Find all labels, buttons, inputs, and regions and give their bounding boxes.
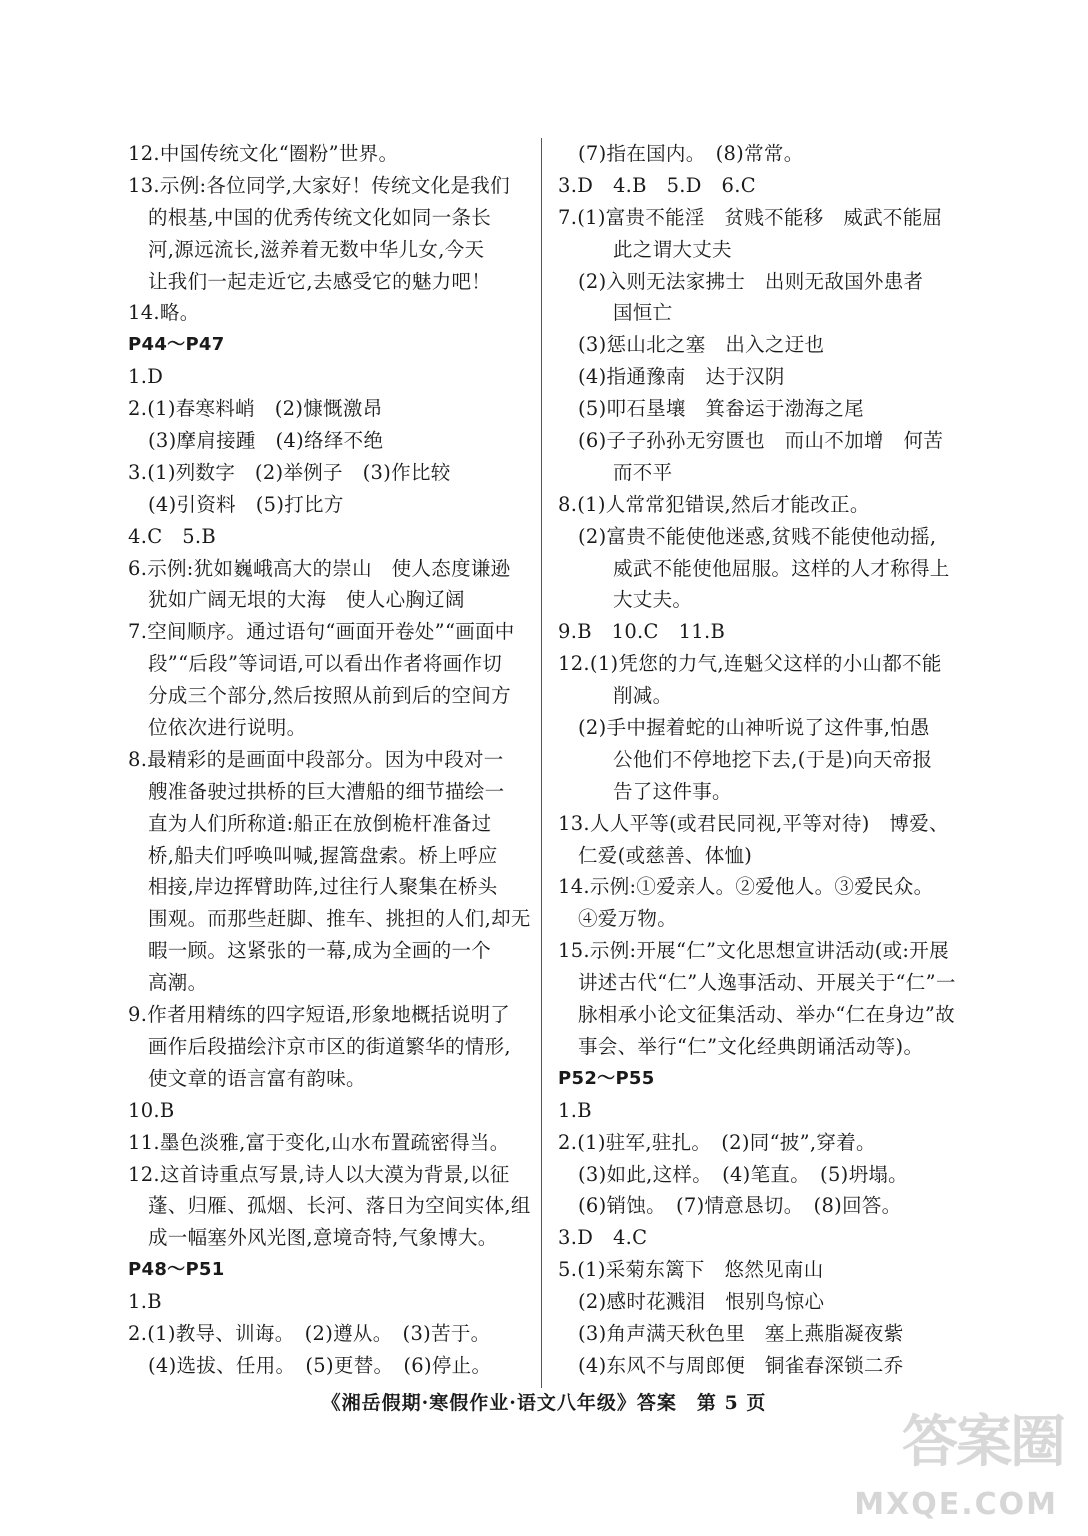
answer-line: 3.D 4.C (558, 1226, 648, 1250)
answer-line: 7.(1)富贵不能淫 贫贱不能移 威武不能屈 (558, 205, 943, 229)
answer-line: 相接,岸边挥臂助阵,过往行人聚集在桥头 (148, 875, 498, 899)
section-heading: P48～P51 (128, 1259, 225, 1281)
answer-line: 位依次进行说明。 (148, 716, 307, 740)
answer-line: 分成三个部分,然后按照从前到后的空间方 (148, 684, 511, 708)
answer-line: 围观。而那些赶脚、推车、挑担的人们,却无 (148, 907, 531, 931)
section-heading: P52～P55 (558, 1067, 655, 1089)
answer-line: 10.B (128, 1098, 175, 1122)
answer-line: 1.B (128, 1290, 162, 1314)
answer-line: ④爱万物。 (578, 907, 678, 931)
answer-line: 3.D 4.B 5.D 6.C (558, 173, 756, 197)
watermark-url: MXQE.COM (854, 1487, 1058, 1522)
answer-line: 犹如广阔无垠的大海 使人心胸辽阔 (148, 588, 465, 612)
answer-line: 暇一顾。这紧张的一幕,成为全画的一个 (148, 939, 492, 963)
answer-line: 5.(1)采菊东篱下 悠然见南山 (558, 1258, 824, 1282)
answer-line: 段”“后段”等词语,可以看出作者将画作切 (148, 652, 503, 676)
watermark (854, 1406, 1064, 1526)
answer-line: (4)东风不与周郎便 铜雀春深锁二乔 (578, 1353, 904, 1377)
answer-line: (6)子子孙孙无穷匮也 而山不加增 何苦 (578, 429, 944, 453)
answer-line: 8.(1)人常常犯错误,然后才能改正。 (558, 492, 870, 516)
answer-line: 蓬、归雁、孤烟、长河、落日为空间实体,组 (148, 1194, 531, 1218)
answer-line: (3)角声满天秋色里 塞上燕脂凝夜紫 (578, 1321, 904, 1345)
answer-line: 公他们不停地挖下去,(于是)向天帝报 (613, 747, 933, 771)
answer-line: (7)指在国内。 (8)常常。 (578, 142, 804, 165)
answer-line: 2.(1)教导、训诲。 (2)遵从。 (3)苦于。 (128, 1321, 491, 1345)
answer-line: 12.中国传统文化“圈粉”世界。 (128, 142, 399, 165)
answer-line: 仁爱(或慈善、体恤) (578, 843, 753, 867)
answer-line: 8.最精彩的是画面中段部分。因为中段对一 (128, 747, 504, 771)
answer-line: 12.这首诗重点写景,诗人以大漠为背景,以征 (128, 1162, 510, 1186)
answer-line: 河,源远流长,滋养着无数中华儿女,今天 (148, 237, 485, 261)
answer-line: (4)指通豫南 达于汉阴 (578, 365, 785, 389)
answer-line: (6)销蚀。 (7)情意恳切。 (8)回答。 (578, 1194, 902, 1218)
answer-line: 艘准备驶过拱桥的巨大漕船的细节描绘一 (148, 779, 505, 803)
answer-line: 脉相承小论文征集活动、举办“仁在身边”故 (578, 1003, 955, 1027)
answer-line: 桥,船夫们呼唤叫喊,握篙盘索。桥上呼应 (148, 843, 498, 867)
answer-line: 使文章的语言富有韵味。 (148, 1066, 366, 1090)
answer-line: 11.墨色淡雅,富于变化,山水布置疏密得当。 (128, 1130, 510, 1154)
answer-line: (4)选拔、任用。 (5)更替。 (6)停止。 (148, 1353, 492, 1377)
answer-line: 此之谓大丈夫 (613, 237, 732, 261)
answer-line: 画作后段描绘汴京市区的街道繁华的情形, (148, 1034, 511, 1058)
answer-line: (2)感时花溅泪 恨别鸟惊心 (578, 1290, 825, 1314)
answer-line: 国恒亡 (613, 301, 673, 325)
answer-line: 9.作者用精练的四字短语,形象地概括说明了 (128, 1003, 511, 1027)
answer-line: 威武不能使他屈服。这样的人才称得上 (613, 556, 950, 580)
left-answer-column (128, 138, 531, 1382)
page-footer: 《湘岳假期·寒假作业·语文八年级》答案 第 5 页 (321, 1392, 767, 1414)
section-heading: P44～P47 (128, 334, 225, 356)
answer-line: (2)入则无法家拂士 出则无敌国外患者 (578, 269, 924, 293)
answer-line: 14.略。 (128, 301, 200, 325)
answer-line: 13.人人平等(或君民同视,平等对待) 博爱、 (558, 811, 949, 835)
answer-line: 而不平 (613, 460, 673, 484)
right-answer-column (558, 138, 968, 1382)
answer-line: 13.示例:各位同学,大家好！传统文化是我们 (128, 173, 510, 197)
answer-line: 成一幅塞外风光图,意境奇特,气象博大。 (148, 1226, 498, 1250)
answer-line: (4)引资料 (5)打比方 (148, 492, 344, 516)
column-divider (541, 138, 542, 1388)
answer-line: 4.C 5.B (128, 524, 217, 548)
answer-line: 14.示例:①爱亲人。②爱他人。③爱民众。 (558, 875, 934, 899)
answer-line: 高潮。 (148, 971, 208, 995)
answer-line: 15.示例:开展“仁”文化思想宣讲活动(或:开展 (558, 939, 949, 963)
answer-line: 1.D (128, 365, 164, 389)
watermark-logo: 答案圈 (902, 1410, 1064, 1475)
answer-line: (2)手中握着蛇的山神听说了这件事,怕愚 (578, 716, 930, 740)
answer-line: 事会、举行“仁”文化经典朗诵活动等)。 (578, 1034, 924, 1058)
answer-line: 1.B (558, 1098, 592, 1122)
answer-line: 7.空间顺序。通过语句“画面开卷处”“画面中 (128, 620, 515, 644)
answer-line: 让我们一起走近它,去感受它的魅力吧！ (148, 269, 492, 293)
answer-line: 2.(1)春寒料峭 (2)慷慨激昂 (128, 397, 383, 421)
answer-line: 6.示例:犹如巍峨高大的崇山 使人态度谦逊 (128, 556, 511, 580)
answer-line: 的根基,中国的优秀传统文化如同一条长 (148, 205, 492, 229)
answer-line: 削减。 (613, 684, 673, 708)
answer-line: 告了这件事。 (613, 779, 732, 803)
answer-line: (3)如此,这样。 (4)笔直。 (5)坍塌。 (578, 1162, 908, 1186)
answer-line: (5)叩石垦壤 箕畚运于渤海之尾 (578, 397, 864, 421)
answer-line: 9.B 10.C 11.B (558, 620, 726, 644)
answer-line: 3.(1)列数字 (2)举例子 (3)作比较 (128, 460, 451, 484)
answer-line: 直为人们所称道:船正在放倒桅杆准备过 (148, 811, 492, 835)
answer-line: 大丈夫。 (613, 588, 693, 612)
answer-line: (3)摩肩接踵 (4)络绎不绝 (148, 429, 384, 453)
answer-line: (2)富贵不能使他迷惑,贫贱不能使他动摇, (578, 524, 937, 548)
answer-line: (3)惩山北之塞 出入之迂也 (578, 333, 825, 357)
answer-line: 讲述古代“仁”人逸事活动、开展关于“仁”一 (578, 971, 956, 995)
answer-line: 12.(1)凭您的力气,连魁父这样的小山都不能 (558, 652, 942, 676)
answer-line: 2.(1)驻军,驻扎。 (2)同“披”,穿着。 (558, 1130, 876, 1154)
